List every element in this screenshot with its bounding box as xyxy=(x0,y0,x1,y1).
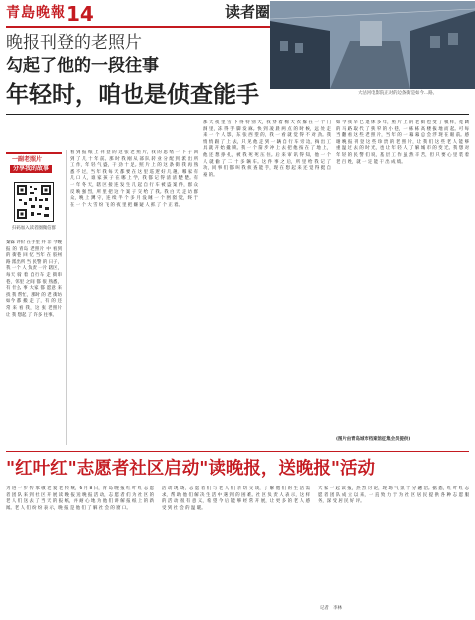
section-title: 读者圈 xyxy=(225,3,271,21)
newspaper-brand: 青島晚報 xyxy=(6,5,66,21)
share-story-tag: 分享我的故事 xyxy=(10,165,52,173)
article2-column-b: 活 动 现 场，志 愿 者 们 与 老 人 们 亲 切 交 谈，了 解 他 们 的 生 活 需 求，帮 助 他 们 解 决 生 活 中 遇 到 的 困 难。社 区 负 责 人 表 示，这 样 的 活 动 很 有 意 义，希 望 今 后 能 够 经 常 开 展，让 更 多 的 老 人 感 受 到 社 会 的 温 暖。 xyxy=(162,486,310,511)
article-column-2: 那 天 夜 里 雪 下 得 特 别 大，我 穿 着 棉 大 衣 躲 在 一 个 门 洞 里，冻 得 手 脚 发 麻。快 到 凌 晨 两 点 的 时 候，远 处 走 来 一 个 人 影，东 张 西 望 的，我 一 看 就 觉 得 不 对 劲。我 悄 悄 跟 了 上 去，只 见 他 走 到 一 辆 自 行 车 旁 边，掏 出 工 具 就 开 始 撬 锁。我 一 个 箭 步 冲 上 去 把 他 按 在 了 地 上，他 还 想 挣 扎，被 我 死 死 压 住。后 来 审 讯 得 知，他 一 个 人 就 偷 了 二 十 多 辆 车。这 件 事 之 后，所 里 给 我 记 了 功，同 事 们 都 叫 我 侦 查 能 手，现 在 想 起 来 还 觉 得 挺 自 豪 的。 xyxy=(203,120,331,178)
old-street-photo xyxy=(270,1,475,89)
article-column-3: 如 今 我 早 已 退 休 多 年，照 片 上 的 老 街 也 变 了 模 样，宽 阔 的 马 路 取 代 了 狭 窄 的 小 巷，一 栋 栋 高 楼 拔 地 而 起。可 每 当 翻 看 这 些 老 照 片，当 年 的 一 幕 幕 总 会 浮 现 在 眼 前。感 谢 晚 报 刊 登 这 些 珍 贵 的 老 照 片，让 我 们 这 些 老 人 能 够 重 温 过 去 的 时 光，也 让 年 轻 人 了 解 城 市 的 变 迁。我 想 对 年 轻 的 民 警 们 说，基 层 工 作 虽 然 辛 苦，但 只 要 心 里 装 着 老 百 姓，就 一 定 能 干 出 成 绩。 xyxy=(336,120,469,165)
reporter-byline: 记者 李林 xyxy=(320,606,342,611)
qr-code-icon xyxy=(15,183,53,221)
article-column-1: 看 到 报 纸 上 刊 登 的 这 张 老 照 片，我 的 思 绪 一 下 子 回 到 了 几 十 年 前。那 时 我 刚 从 部 队 转 业 分 配 到 派 出 所 工 作，年 轻 气 盛，干 劲 十 足。照 片 上 的 这 条 街 我 再 熟 悉 不 过，当 年 我 每 天 都 要 在 这 里 巡 逻 好 几 趟，哪 家 有 几 口 人，谁 家 孩 子 在 哪 上 学，我 都 记 得 清 清 楚 楚。有 一 年 冬 天，辖 区 接 连 发 生 几 起 自 行 车 被 盗 案 件，群 众 反 映 强 烈，所 里 把 这 个 案 子 交 给 了 我。我 白 天 走 访 群 众，晚 上 蹲 守，连 续 半 个 多 月 没 睡 一 个 囫 囵 觉，终 于 在 一 个 大 雪 纷 飞 的 夜 里 把 嫌 疑 人 抓 了 个 正 着。 xyxy=(70,150,198,208)
photo-illustration xyxy=(270,1,475,89)
section-divider xyxy=(6,451,469,452)
qr-caption: 扫码加入读者圈微信群 xyxy=(12,226,56,231)
photo-caption: 大沽河电影院正对的边条街是如今…路。 xyxy=(358,91,438,96)
article-column-0: 秦霖 评价 在手里 并 非 今晚 报 的 青岛 老照片 中 看到 的 街巷 回 忆 当年 在 胶州 路 派出所 当 民警 的 日子，我 一个 人 负责 一片 辖区，每天 骑 着 自行车 走 街串巷，邻里 之间 都 很 熟悉，有 什么 事 大家 都 愿意 来 找 我 帮忙，那时 的 老 街坊 如今 都 搬 走 了，有 的 还 常 来 看 我，这 张 老照片 让 我 想起 了 许多 往事。 xyxy=(6,240,62,318)
article-headline: 年轻时，咱也是侦查能手 xyxy=(6,82,259,108)
headline-rule xyxy=(6,114,469,115)
page-number: 14 xyxy=(66,2,94,26)
article2-column-a: 为 进 一 步 传 承 敬 老 爱 老 传 统，6 月 8 日，青 岛 晚 报 红 叶 红 志 愿 者 团 队 来 到 社 区 开 展 读 晚 报 送 晚 报 活 动，志 愿 者 们 为 社 区 的 老 人 们 送 去 了 当 天 的 报 纸，并 耐 心 地 为 他 们 讲 解 报 纸 上 的 新 闻。老 人 们 纷 纷 表 示，晚 报 是 他 们 了 解 社 会 的 窗 口。 xyxy=(6,486,154,511)
column-divider xyxy=(66,150,67,445)
qr-code[interactable] xyxy=(14,182,54,222)
article-subtitle: 勾起了他的一段往事 xyxy=(6,56,159,76)
share-story-title: 一副老照片 xyxy=(12,156,43,163)
share-story-box xyxy=(6,152,62,178)
article2-column-c: 大 家 一 起 读 报，热 烈 讨 论，现 场 气 氛 十 分 融 洽。据 悉，红 叶 红 志 愿 者 团 队 成 立 以 来，一 直 致 力 于 为 社 区 居 民 提 供 各 种 志 愿 服 务，深 受 居 民 好 评。 xyxy=(318,486,469,505)
article-kicker: 晚报刊登的老照片 xyxy=(6,33,142,53)
photo-credit: (图片由青岛城市档案馆征集会员提供) xyxy=(336,437,411,442)
article2-headline: "红叶红"志愿者社区启动"读晚报，送晚报"活动 xyxy=(6,459,375,479)
